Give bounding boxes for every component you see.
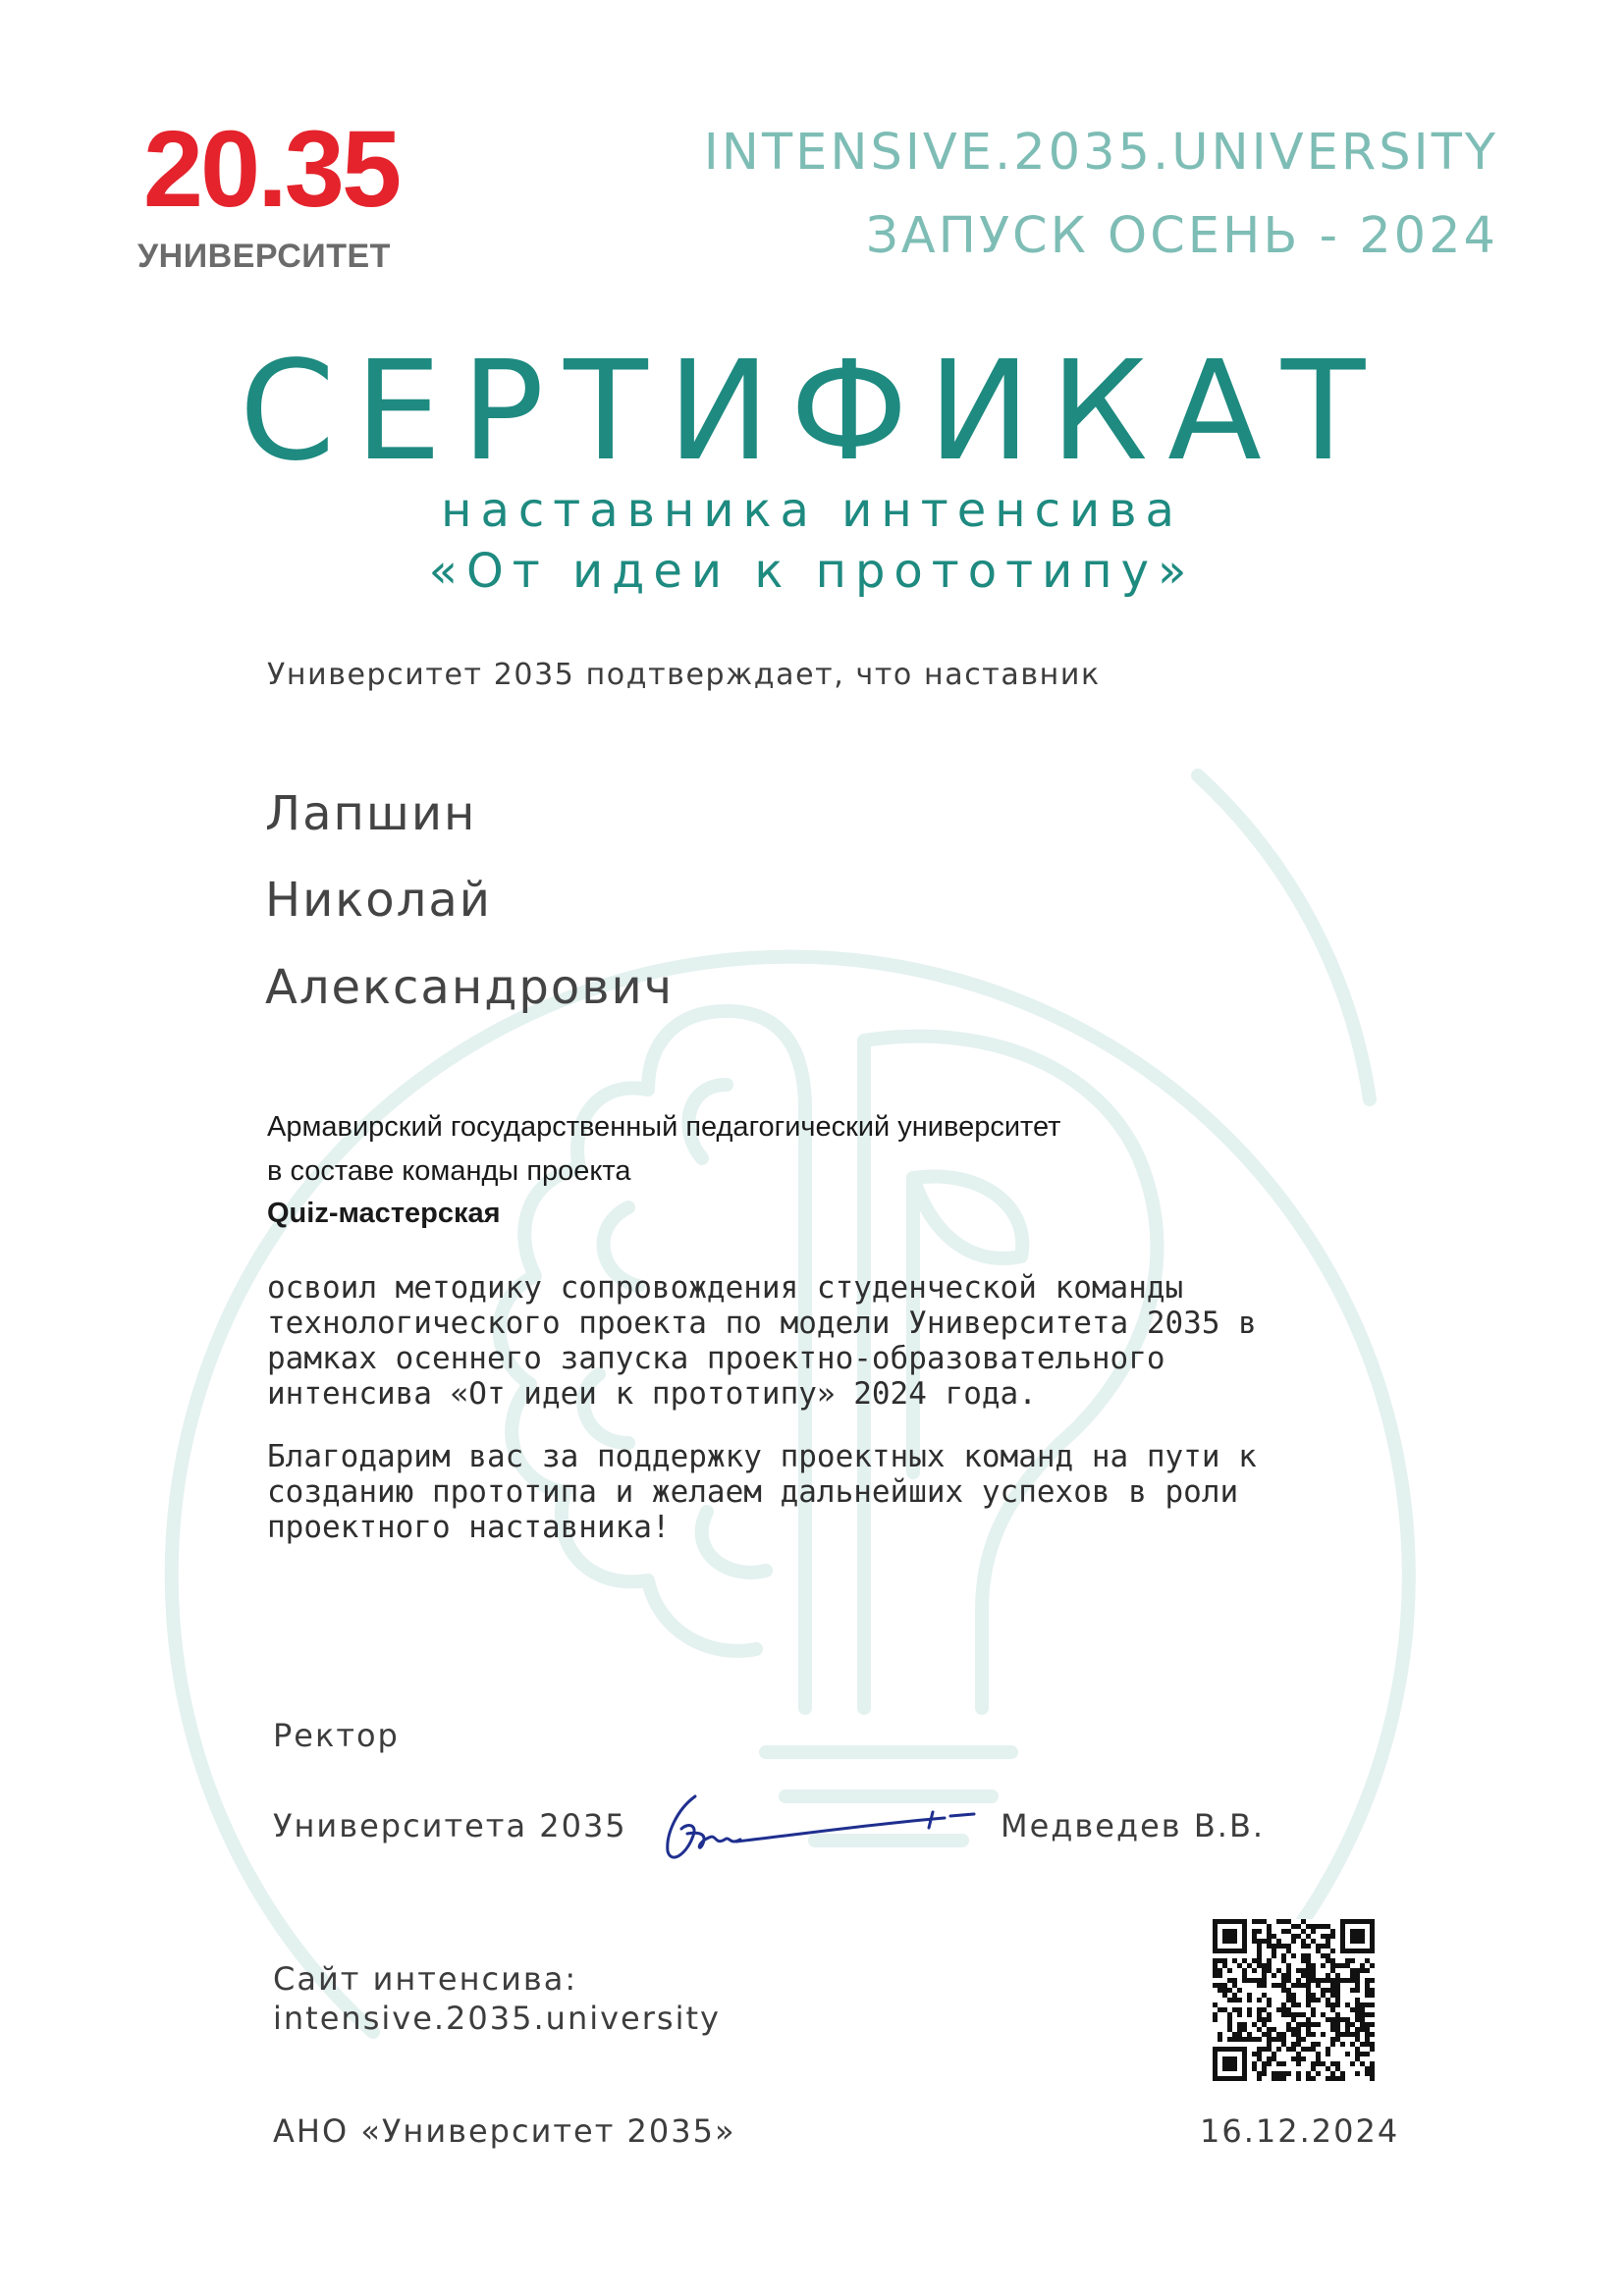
site-label: Сайт интенсива: [273, 1960, 578, 1998]
paragraph-line: Благодарим вас за поддержку проектных команд на пути к [267, 1439, 1257, 1474]
header-launch: ЗАПУСК ОСЕНЬ - 2024 [866, 207, 1498, 265]
header-url: INTENSIVE.2035.UNIVERSITY [703, 124, 1498, 182]
project-name: Quiz-мастерская [267, 1198, 501, 1229]
paragraph-line: созданию прототипа и желаем дальнейших успехов в роли [267, 1474, 1239, 1510]
logo-number: 20.35 [142, 109, 400, 230]
confirmation-text: Университет 2035 подтверждает, что наставник [267, 658, 1101, 692]
certificate-subtitle-line2: «От идеи к прототипу» [428, 544, 1196, 599]
logo-subtitle: УНИВЕРСИТЕТ [137, 238, 391, 275]
mentor-last-name: Лапшин [265, 786, 477, 841]
paragraph-line: рамках осеннего запуска проектно-образовательного [267, 1341, 1165, 1376]
team-label: в составе команды проекта [267, 1155, 631, 1187]
paragraph-line: интенсива «От идеи к прототипу» 2024 года. [267, 1376, 1037, 1412]
site-url[interactable]: intensive.2035.university [273, 2000, 721, 2037]
body-paragraph-2 [267, 1439, 1367, 1545]
mentor-first-name: Николай [265, 873, 492, 928]
certificate-title: СЕРТИФИКАТ [239, 332, 1385, 492]
organization-name: Армавирский государственный педагогический университет [267, 1111, 1061, 1143]
paragraph-line: освоил методику сопровождения студенческой команды [267, 1270, 1184, 1306]
handwritten-signature [638, 1775, 982, 1873]
rector-name: Медведев В.В. [1001, 1807, 1266, 1844]
certificate-subtitle-line1: наставника интенсива [441, 483, 1183, 538]
qr-code [1213, 1919, 1375, 2081]
rector-organization: Университета 2035 [273, 1807, 627, 1844]
body-paragraph-1 [267, 1270, 1367, 1412]
rector-title: Ректор [273, 1717, 400, 1754]
footer-organization: АНО «Университет 2035» [273, 2112, 736, 2150]
paragraph-line: проектного наставника! [267, 1510, 671, 1545]
paragraph-line: технологического проекта по модели Университета 2035 в [267, 1306, 1257, 1341]
mentor-middle-name: Александрович [265, 960, 675, 1015]
issue-date: 16.12.2024 [1200, 2112, 1400, 2150]
